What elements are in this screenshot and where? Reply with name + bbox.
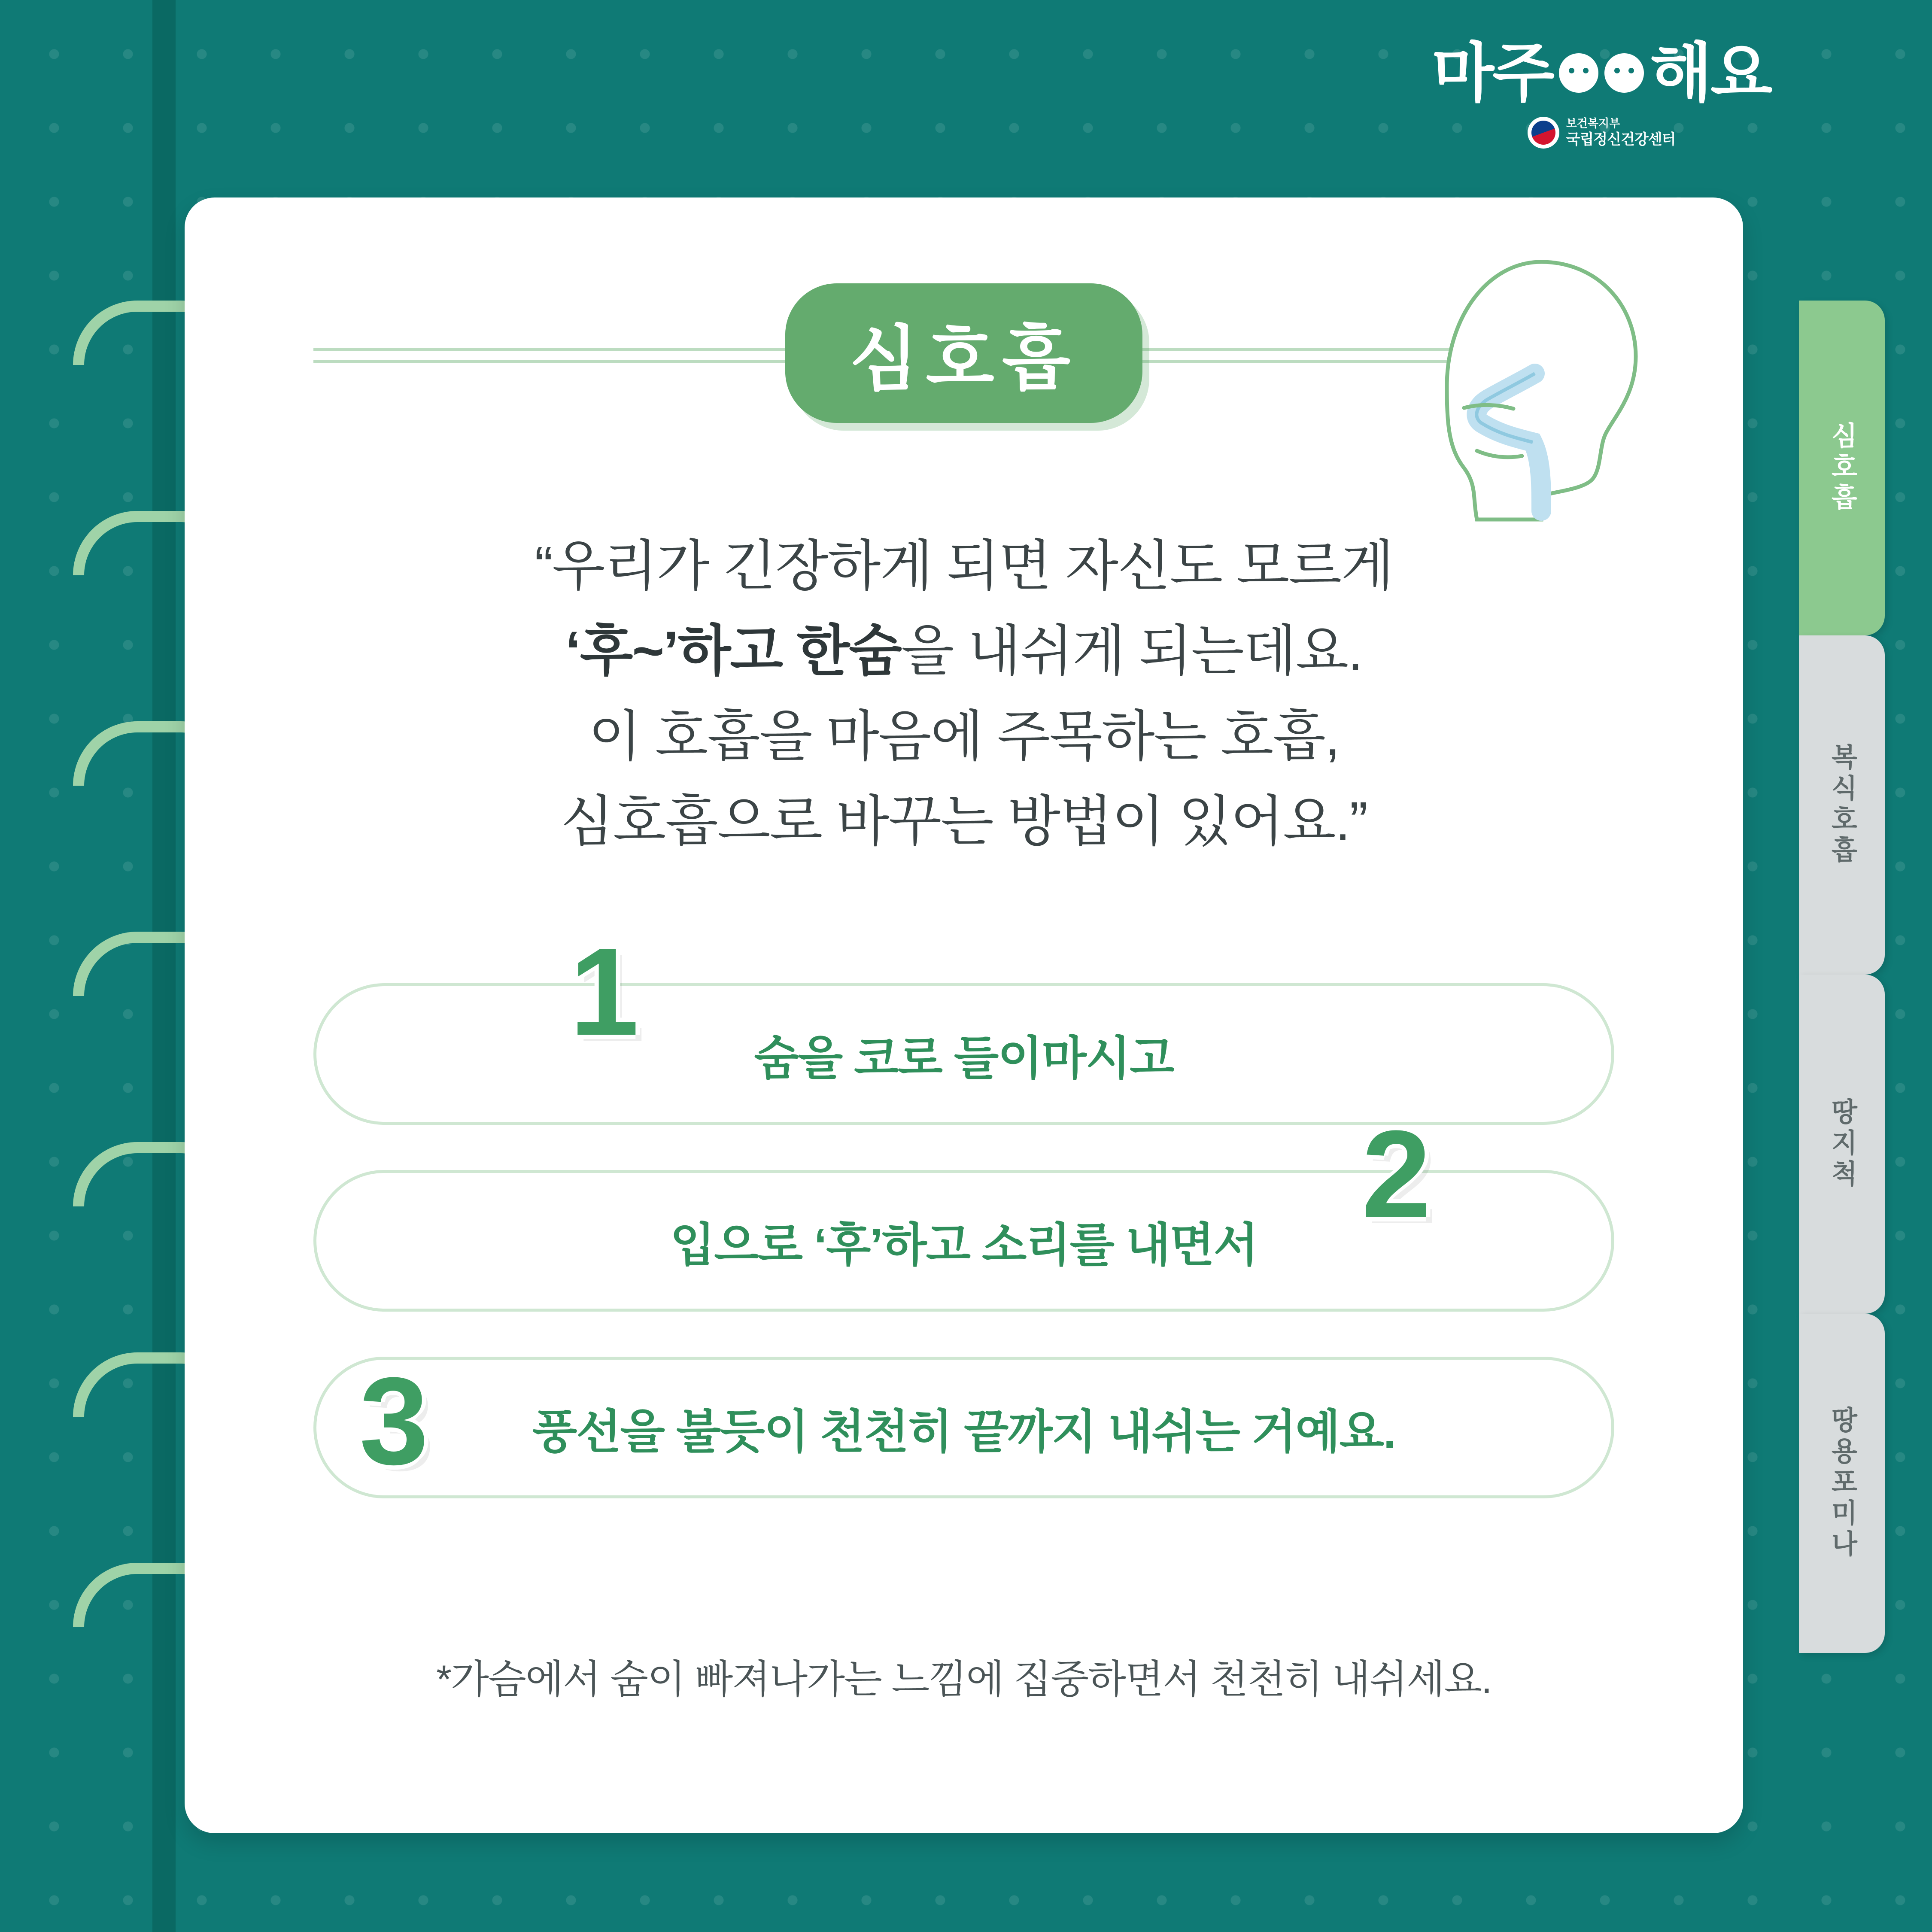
- tab-deep-breathing[interactable]: [1799, 301, 1885, 635]
- steps-list: [313, 922, 1614, 1543]
- tab-label: 땅지척: [1827, 1098, 1857, 1191]
- step-number: 2: [1361, 1105, 1431, 1244]
- quote-line-1: “우리가 긴장하게 되면 자신도 모르게: [535, 535, 1393, 597]
- step-item-1: [313, 922, 1614, 1125]
- content-page: [185, 197, 1743, 1833]
- tab-label: 심호흡: [1827, 422, 1857, 514]
- ministry-label: 보건복지부: [1566, 117, 1620, 130]
- tab-butterfly-hug[interactable]: [1799, 1314, 1885, 1653]
- tab-label: 복식호흡: [1827, 743, 1857, 867]
- footnote: *가슴에서 숨이 빠져나가는 느낌에 집중하면서 천천히 내쉬세요.: [436, 1658, 1492, 1701]
- tab-grounding[interactable]: [1799, 975, 1885, 1314]
- quote-line-3: 이 호흡을 마음에 주목하는 호흡,: [588, 705, 1340, 767]
- head-breathing-illustration: [1413, 245, 1679, 528]
- step-text: 풍선을 불듯이 천천히 끝까지 내쉬는 거예요.: [532, 1405, 1395, 1458]
- page-title: 심호흡: [785, 283, 1142, 423]
- step-text: 입으로 ‘후’하고 소리를 내면서: [670, 1218, 1258, 1271]
- government-name: [1566, 116, 1676, 149]
- center-label: 국립정신건강센터: [1566, 131, 1676, 148]
- brand-wordmark-left: 마주: [1432, 37, 1553, 109]
- smiley-faces-icon: [1559, 53, 1644, 93]
- tab-abdominal-breathing[interactable]: [1799, 635, 1885, 975]
- step-item-2: [313, 1105, 1614, 1312]
- tab-label: 땅용포미나: [1827, 1406, 1857, 1561]
- government-emblem: [1413, 116, 1790, 149]
- step-number: 1: [570, 922, 639, 1061]
- quote-line-4: 심호흡으로 바꾸는 방법이 있어요.”: [561, 791, 1367, 853]
- quote-line-2-rest: 을 내쉬게 되는데요.: [901, 620, 1362, 682]
- brand-wordmark-right: 해요: [1650, 37, 1771, 109]
- step-text: 숨을 코로 들이마시고: [754, 1032, 1174, 1084]
- brand-logo: [1413, 37, 1790, 149]
- quote-block: [185, 524, 1743, 865]
- taegeuk-icon: [1528, 117, 1559, 149]
- step-item-3: [313, 1352, 1614, 1498]
- step-number: 3: [359, 1352, 429, 1491]
- section-tabs[interactable]: [1799, 301, 1885, 1653]
- quote-line-2: [185, 609, 1743, 694]
- brand-wordmark: [1413, 37, 1790, 109]
- quote-line-2-emphasis: ‘후~’하고 한숨: [565, 620, 901, 682]
